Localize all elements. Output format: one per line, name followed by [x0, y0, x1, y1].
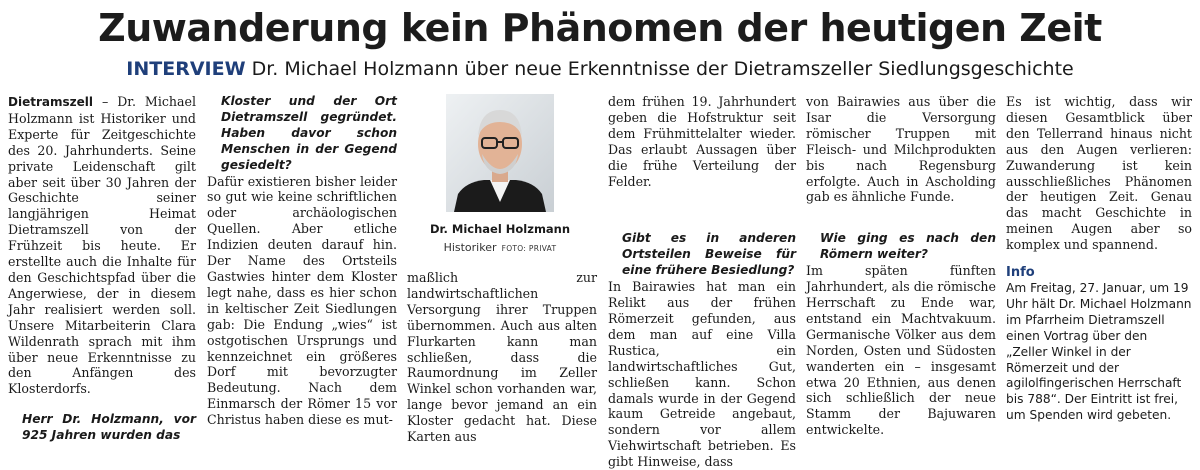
intro-text: – Dr. Michael Holzmann ist Historiker und Experte für Zeitgeschichte des 20. Jahrhunderts. Seine private Leidenschaft gilt aber seit über 30 Jahren der Geschichte seiner langjährigen Heimat Dietramszell von der Frühzeit bis heute. Er erstellte auch die Inhalte für den Geschichtspfad über die Angerwiese, der in diesem Jahr realisiert werden soll. Unsere Mitarbeiterin Clara Wildenrath sprach mit ihm über neue Erkenntnisse zu den Anfängen des Klosterdorfs.: [8, 94, 196, 397]
answer-1-end: dem frühen 19. Jahrhundert geben die Hofstruktur seit dem Frühmittelalter wieder. Das erlaubt Aussagen über die frühe Verteilung der Felder.: [608, 94, 796, 189]
info-title: Info: [1006, 265, 1035, 281]
article-column-3: [407, 270, 597, 445]
article-column-1: [8, 94, 196, 444]
interview-kicker: INTERVIEW: [126, 58, 246, 80]
portrait-photo: [446, 94, 554, 212]
answer-1: Dafür existieren bisher leider so gut wie keine schriftlichen oder archäologischen Quellen. Aber etliche Indizien deuten darauf hin. Der Name des Ortsteils Gastwies hinter dem Kloster legt nahe, dass es hier schon in keltischer Zeit Siedlungen gab: Die Endung „wies“ ist ostgotischen Ursprungs und kennzeichnet ein größeres Dorf mit bevorzugter Bedeutung. Nach dem Einmarsch der Römer 15 vor Christus haben diese es mut-: [207, 173, 397, 428]
question-3: Wie ging es nach den Römern weiter?: [820, 231, 996, 262]
caption-name: Dr. Michael Holzmann: [429, 222, 571, 236]
answer-2: In Bairawies hat man ein Relikt aus der frühen Römerzeit gefunden, aus dem man auf eine Villa Rustica, ein landwirtschaftliches Gut, schließen kann. Schon damals wurde in der Gegend kaum Getreide angebaut, sondern vor allem Viehwirtschaft betrieben. Es gibt Hinweise, dass: [608, 279, 796, 470]
article-column-2: [207, 94, 397, 428]
answer-2-continued: von Bairawies aus über die Isar die Versorgung römischer Truppen mit Fleisch- und Milchprodukten bis nach Regensburg erfolgte. Auch in Ascholding gab es ähnliche Funde.: [806, 94, 996, 205]
answer-3-end: Es ist wichtig, dass wir diesen Gesamtblick über den Tellerrand hinaus nicht aus den Augen verlieren: Zuwanderung ist kein ausschließliches Phänomen der heutigen Zeit. Genau das macht Geschichte in meinen Augen aber so komplex und spannend.: [1006, 94, 1192, 253]
article-column-6: [1006, 94, 1192, 424]
article-column-4: [608, 94, 796, 470]
answer-3: Im späten fünften Jahrhundert, als die römische Herrschaft zu Ende war, entstand ein Machtvakuum. Germanische Völker aus dem Norden, Osten und Südosten wanderten ein – insgesamt etwa 20 Ethnien, aus denen sich schließlich der neue Stamm der Bajuwaren entwickelte.: [806, 263, 996, 438]
article-column-5: [806, 94, 996, 438]
info-text: Am Freitag, 27. Januar, um 19 Uhr hält Dr. Michael Holzmann im Pfarrheim Dietramszell einen Vortrag über den „Zeller Winkel in der Römerzeit und der agilolfingerischen Herrschaft bis 788“. Der Eintritt ist frei, um Spenden wird gebeten.: [1006, 280, 1192, 423]
caption-role: Historiker: [443, 241, 497, 254]
photo-credit: FOTO: PRIVAT: [501, 244, 557, 253]
dateline: Dietramszell: [8, 95, 93, 109]
subheadline-text: Dr. Michael Holzmann über neue Erkenntnisse der Dietramszeller Siedlungsgeschichte: [251, 58, 1074, 80]
question-1-start: Herr Dr. Holzmann, vor 925 Jahren wurden das: [22, 412, 196, 443]
question-2: Gibt es in anderen Ortsteilen Beweise für eine frühere Besiedlung?: [622, 231, 796, 278]
question-1: Kloster und der Ort Dietramszell gegründet. Haben davor schon Menschen in der Gegend gesiedelt?: [221, 94, 397, 172]
headline: Zuwanderung kein Phänomen der heutigen Zeit: [98, 6, 1102, 50]
portrait-image: [446, 94, 554, 212]
answer-1-continued: maßlich zur landwirtschaftlichen Versorgung ihrer Truppen übernommen. Auch aus alten Flurkarten kann man schließen, dass die Raumordnung im Zeller Winkel schon vorhanden war, lange bevor jemand an ein Kloster gedacht hat. Diese Karten aus: [407, 270, 597, 445]
subheadline: [0, 58, 1200, 80]
photo-caption: [410, 222, 590, 255]
